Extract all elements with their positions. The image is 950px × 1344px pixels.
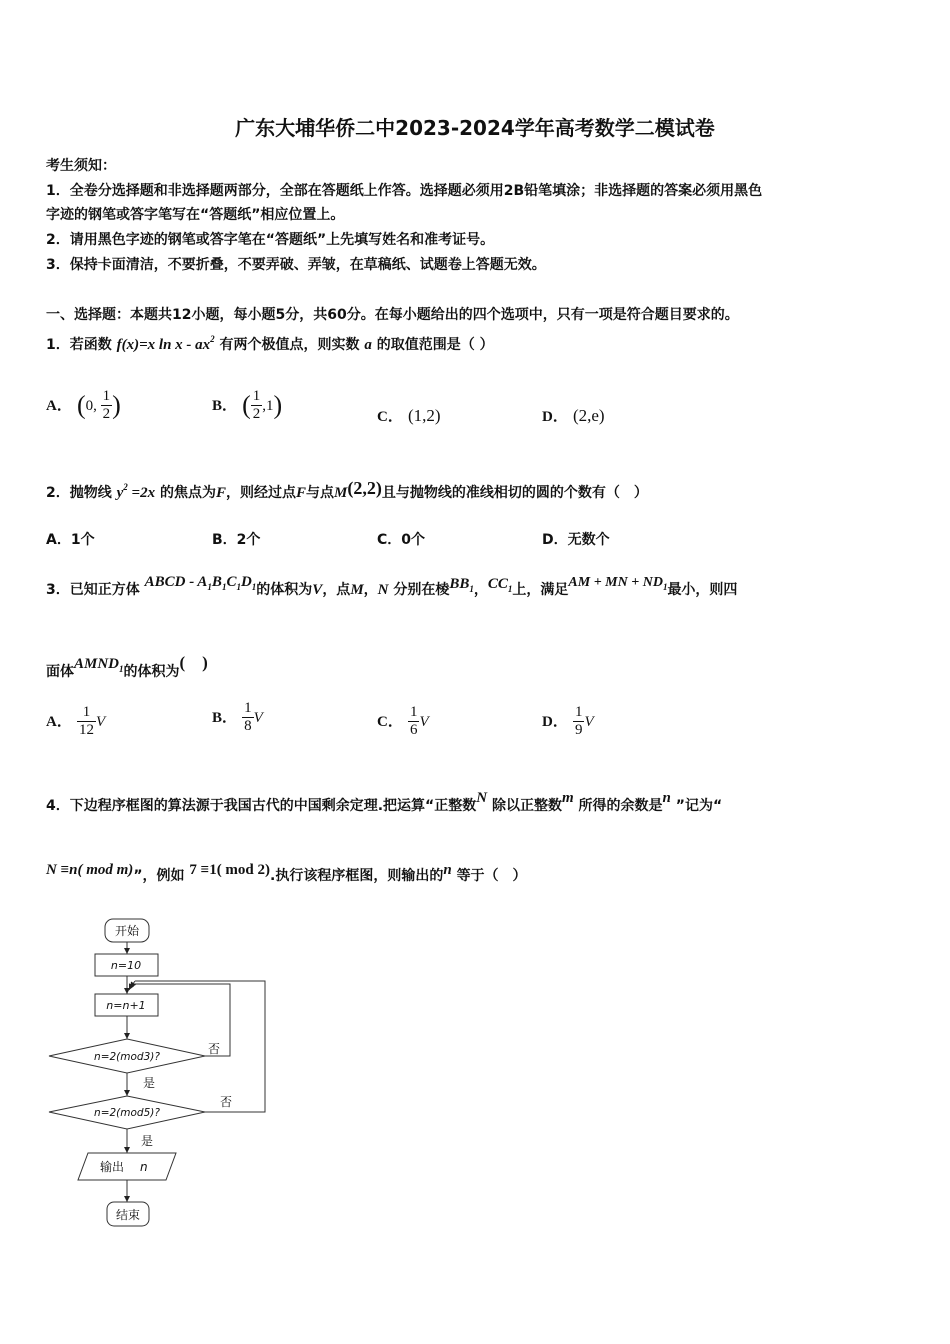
q3-comma-2: ， [473, 582, 488, 598]
option-text: 0, [85, 398, 101, 414]
q3-mid3: 分别在棱 [393, 582, 450, 598]
q3-option-c[interactable] [377, 704, 429, 739]
q2-point-coord: (2,2) [347, 478, 382, 498]
q2-option-d[interactable]: D．无数个 [542, 532, 610, 548]
q2-mid2: ，则经过点 [226, 485, 296, 501]
q2-suffix: 且与抛物线的准线相切的圆的个数有（ ） [381, 485, 648, 501]
option-v: V [95, 714, 106, 730]
q3-expression-text: AM + MN + ND [568, 575, 663, 590]
q3-edge-cc1: $CC_1$ [487, 576, 513, 594]
fraction [77, 704, 96, 739]
q3-mid1: 的体积为 [256, 582, 313, 598]
fraction [251, 388, 263, 423]
q2-mid3: 与点 [306, 485, 335, 501]
q4-var-n-upper: N [476, 790, 488, 806]
option-v: V [253, 710, 263, 726]
q1-function [116, 334, 215, 353]
q2-mid1: 的焦点为 [159, 485, 216, 501]
flow-output-var: n [140, 1160, 148, 1174]
q3-point-m: M [350, 582, 364, 598]
question-4 [46, 790, 722, 815]
q3-point-n: N [377, 582, 389, 598]
flow-yes-1: 是 [143, 1076, 156, 1090]
q2-prefix: 2．抛物线 [46, 485, 112, 501]
option-label: C． [377, 409, 403, 425]
paren-open: ( [242, 390, 251, 420]
q3-edge-bb1: $BB_1$ [449, 576, 474, 594]
q3-suffix: 最小，则四 [667, 582, 738, 598]
q3-mid2: ，点 [322, 582, 351, 598]
flow-output-box [78, 1153, 176, 1180]
q4-var-n: n [662, 790, 671, 806]
q1-option-d[interactable] [542, 405, 605, 426]
q3-volume: V [312, 582, 323, 598]
paren-open: ( [76, 390, 86, 420]
q3-edge-bb-text: BB [449, 576, 470, 592]
notice-item-1-line-1: 1．全卷分选择题和非选择题两部分，全部在答题纸上作答。选择题必须用2B铅笔填涂；非选择题的答案必须用黑色 [46, 183, 763, 199]
q4-line2b: .执行该程序框图，则输出的 [270, 868, 444, 884]
q3-paren: ( ) [179, 653, 208, 672]
q2-point-m: M [334, 485, 348, 501]
q3-cube: ABCD - $A_1B_1C_1D_1$ [144, 574, 257, 592]
q3-tetra-text: AMND [74, 656, 120, 672]
q2-focus-2: F [296, 485, 307, 501]
q3-prefix: 3．已知正方体 [46, 582, 140, 598]
flow-init-text: n=10 [110, 959, 142, 972]
q4-line1c: 所得的余数是 [578, 798, 663, 814]
option-v: V [419, 714, 429, 730]
q3-tetrahedron: $AMND_1$ [74, 656, 124, 674]
q4-line1b: 除以正整数 [491, 798, 562, 814]
numerator: 1 [409, 704, 418, 720]
q3-mid4: 上，满足 [512, 582, 569, 598]
numerator: 1 [102, 388, 111, 404]
numerator: 1 [77, 704, 96, 722]
fraction [101, 388, 113, 423]
notice-item-1-line-2: 字迹的钢笔或答字笔写在“答题纸”相应位置上。 [46, 207, 345, 223]
paren-close: ) [112, 390, 121, 420]
q1-suffix: 的取值范围是（ ） [376, 337, 494, 353]
q3-option-d[interactable] [542, 704, 594, 739]
denominator: 2 [252, 406, 261, 422]
flowchart [40, 912, 280, 1242]
q3-option-a[interactable] [46, 704, 105, 739]
q2-eq-exp: 2 [123, 482, 128, 492]
flow-cond2-text: n=2(mod5)? [94, 1107, 160, 1119]
q2-focus: F [215, 485, 226, 501]
denominator: 6 [409, 722, 418, 738]
q3-comma: ， [363, 582, 378, 598]
option-label: A． [46, 398, 72, 414]
q3-line2-prefix: 面体 [46, 664, 74, 680]
flow-step-text: n=n+1 [106, 999, 146, 1012]
fraction [408, 704, 420, 739]
section-heading: 一、选择题：本题共12小题，每小题5分，共60分。在每小题给出的四个选项中，只有一项是符合题目要求的。 [46, 307, 739, 323]
q2-equation [116, 482, 156, 501]
fraction [573, 704, 585, 739]
flow-end-text: 结束 [115, 1208, 141, 1222]
q1-mid: 有两个极值点，则实数 [219, 337, 360, 353]
flow-no-2: 否 [220, 1095, 233, 1109]
option-label: A． [46, 714, 72, 730]
question-1 [46, 334, 494, 354]
q3-expression: AM + MN + $ND_1$ [568, 575, 668, 592]
q3-cube-text: ABCD - A [144, 574, 208, 590]
question-4-line-2 [46, 862, 527, 885]
q4-line2c: 等于（ ） [456, 868, 527, 884]
q1-exponent: 2 [210, 334, 215, 344]
option-label: D． [542, 409, 568, 425]
q1-option-c[interactable] [377, 405, 441, 426]
q2-eq-rest: =2x [127, 485, 156, 501]
option-label: D． [542, 714, 568, 730]
q1-prefix: 1．若函数 [46, 337, 112, 353]
notice-item-3: 3．保持卡面清洁，不要折叠，不要弄破、弄皱，在草稿纸、试题卷上答题无效。 [46, 257, 546, 273]
numerator: 1 [252, 388, 261, 404]
option-label: B． [212, 398, 238, 414]
q4-var-m: m [561, 790, 574, 806]
q3-option-b[interactable] [212, 700, 263, 735]
denominator: 9 [574, 722, 583, 738]
q4-line1d: ”记为“ [675, 798, 723, 814]
q1-function-text: f(x)=x ln x - ax [116, 337, 211, 353]
q1-option-b[interactable] [212, 388, 282, 423]
q1-option-a[interactable] [46, 388, 121, 423]
q1-var: a [364, 337, 372, 353]
paren-close: ) [273, 390, 283, 420]
numerator: 1 [574, 704, 583, 720]
q4-mod-expression: N ≡n( mod m) [46, 862, 134, 878]
q2-option-a[interactable]: A．1个 [46, 532, 95, 548]
flow-cond1-text: n=2(mod3)? [94, 1051, 160, 1063]
page-title: 广东大埔华侨二中2023-2024学年高考数学二模试卷 [235, 116, 715, 140]
flow-output-label: 输出 [100, 1160, 125, 1174]
q4-line2a: ”，例如 [133, 868, 185, 884]
option-label: C． [377, 714, 403, 730]
flow-no-1: 否 [208, 1042, 221, 1056]
fraction [242, 700, 254, 735]
denominator: 2 [102, 406, 111, 422]
numerator: 1 [244, 700, 252, 716]
question-2 [46, 478, 648, 502]
question-3-line-2 [46, 648, 208, 681]
q2-option-c[interactable]: C．0个 [377, 532, 426, 548]
notice-item-2: 2．请用黑色字迹的钢笔或答字笔在“答题纸”上先填写姓名和准考证号。 [46, 232, 495, 248]
option-text: ,1 [262, 398, 274, 414]
q4-example: 7 ≡1( mod 2) [189, 862, 271, 878]
denominator: 12 [78, 722, 94, 738]
option-label: B． [212, 710, 238, 726]
q3-line2-suffix: 的体积为 [123, 664, 180, 680]
flow-yes-2: 是 [141, 1134, 154, 1148]
denominator: 8 [244, 718, 252, 734]
question-3 [46, 574, 737, 599]
q3-edge-cc-text: CC [487, 576, 508, 592]
q2-eq-y: y [116, 485, 124, 501]
q4-line1a: 4．下边程序框图的算法源于我国古代的中国剩余定理.把运算“正整数 [46, 798, 477, 814]
option-v: V [584, 714, 594, 730]
option-text: (1,2) [407, 406, 441, 425]
q2-option-b[interactable]: B．2个 [212, 532, 261, 548]
q4-var-n-2: n [443, 862, 452, 878]
option-text: (2,e) [572, 406, 605, 425]
flow-start-text: 开始 [114, 924, 140, 938]
notice-heading: 考生须知： [46, 158, 116, 174]
